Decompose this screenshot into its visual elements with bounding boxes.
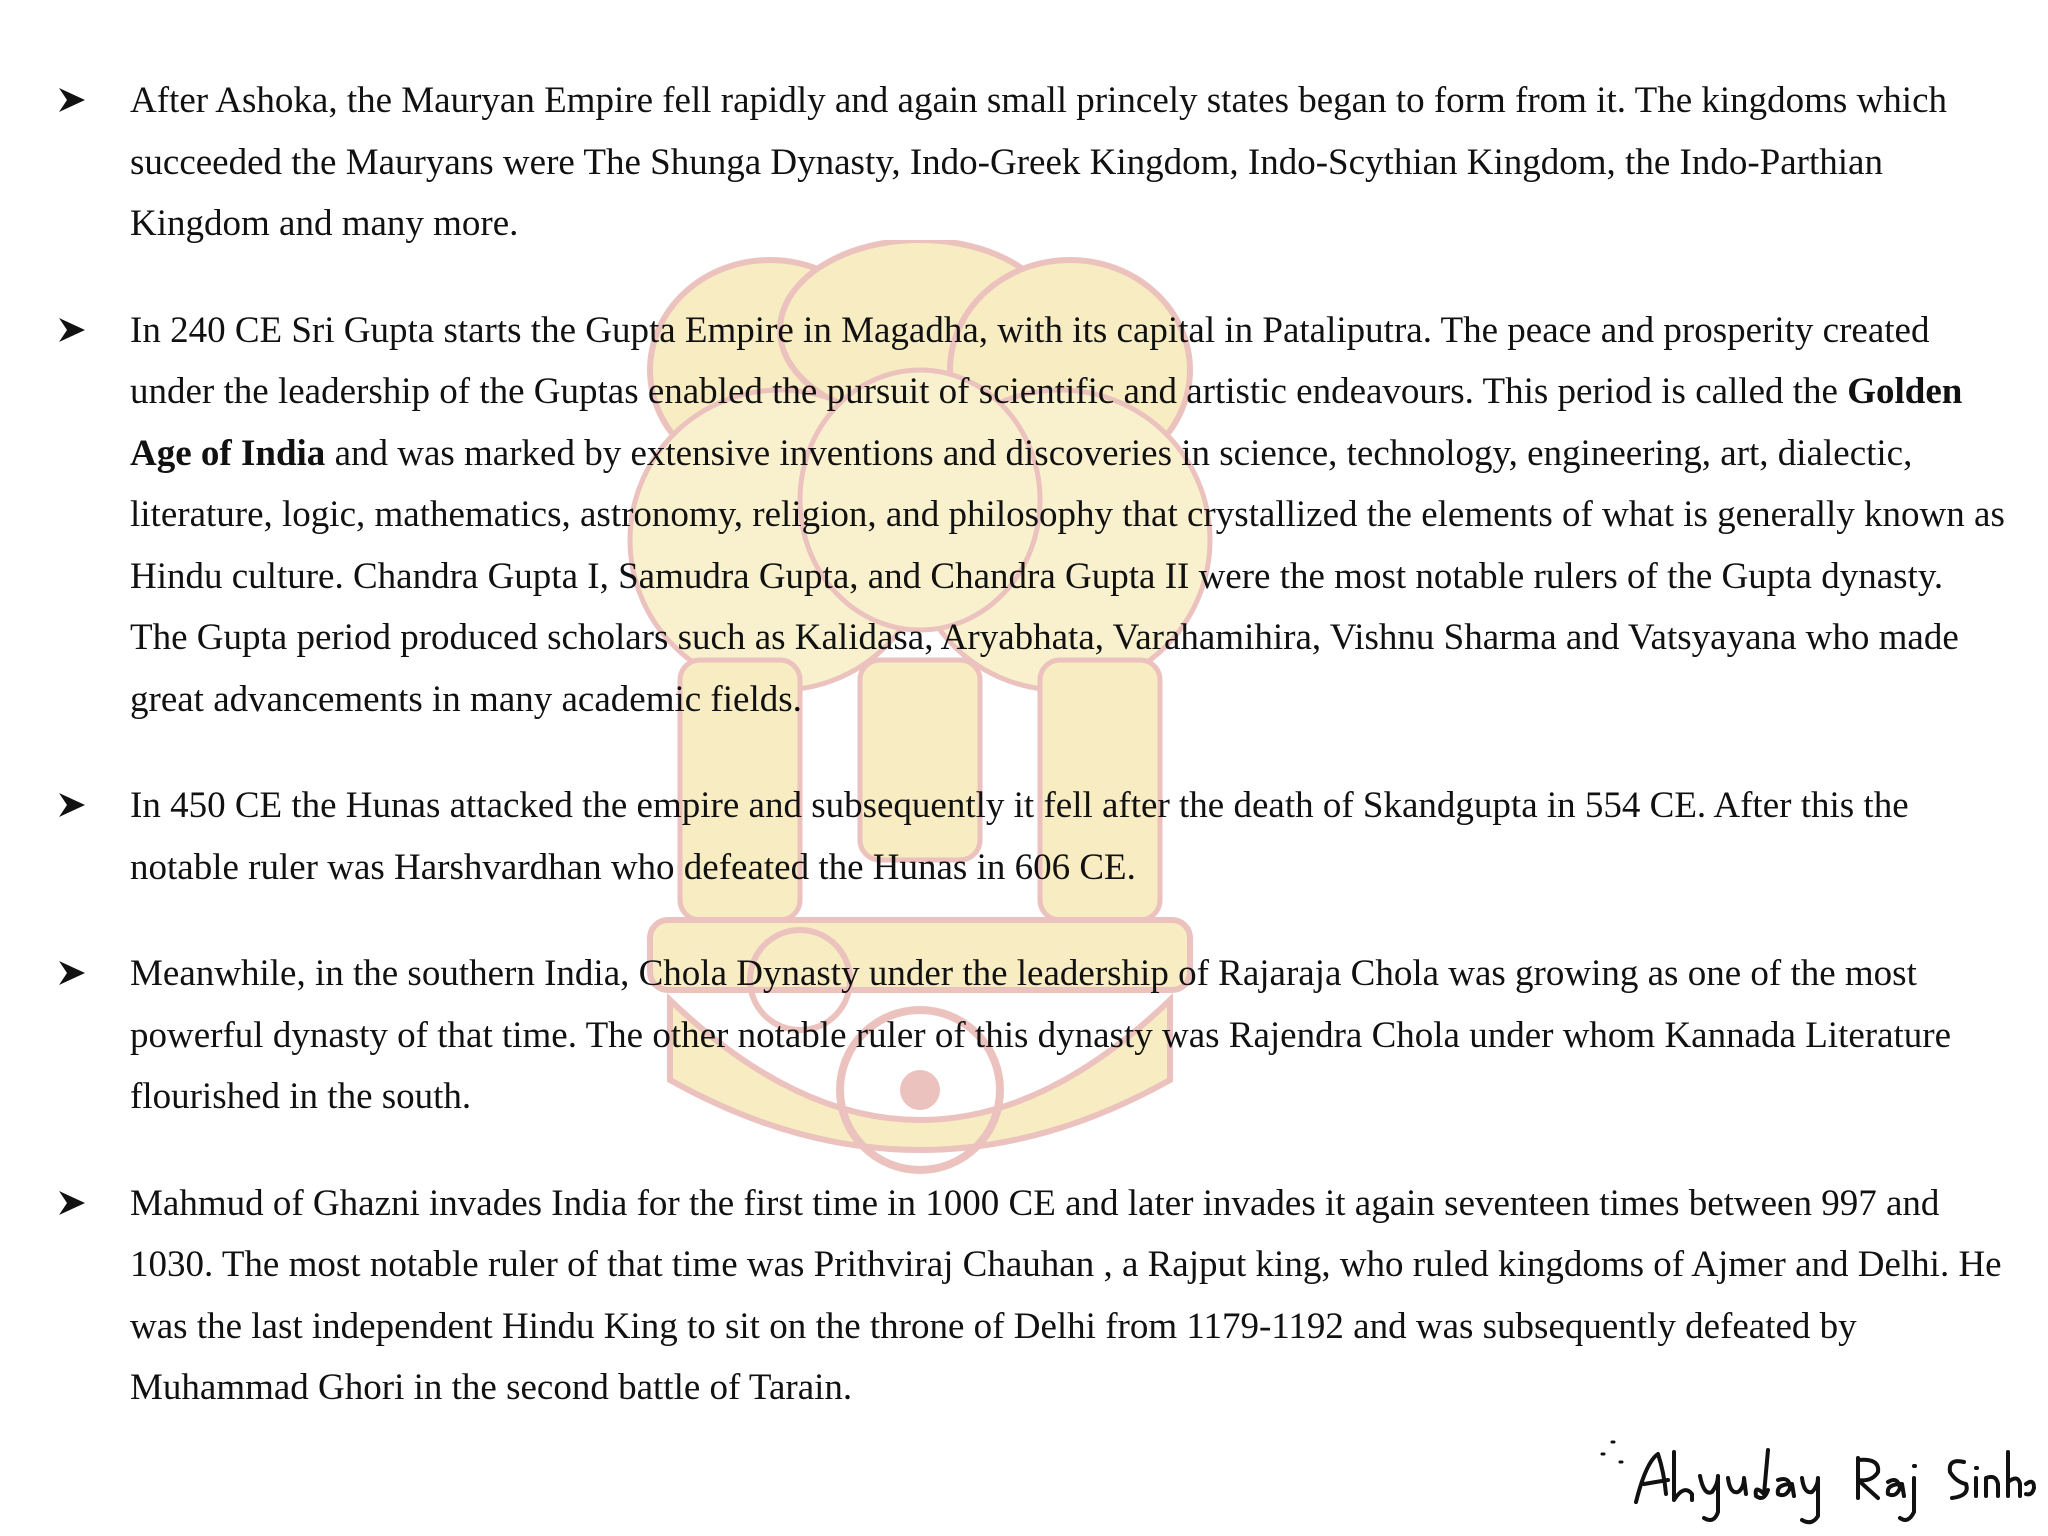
golden-age-bold: Golden Age of India <box>130 371 1963 474</box>
handwritten-signature <box>1596 1432 2036 1530</box>
bullet-text: In 450 CE the Hunas attacked the empire and subsequently it fell after the death of Skandgupta in 554 CE. After this the notable ruler was Harshvardhan who defeated the Hunas in 606 CE. <box>130 785 1909 888</box>
arrow-bullet-icon <box>55 775 95 836</box>
bullet-text <box>130 300 2005 731</box>
bullet-text-before: In 240 CE Sri Gupta starts the Gupta Empire in Magadha, with its capital in Pataliputra. The peace and prosperity created under the leadership of the Guptas enabled the pursuit of scientific and artistic endeavours. This period is called the <box>130 309 1930 412</box>
bullet-item <box>55 1173 2005 1419</box>
bullet-item <box>55 300 2005 731</box>
arrow-bullet-icon <box>55 943 95 1004</box>
bullet-text: After Ashoka, the Mauryan Empire fell rapidly and again small princely states began to form from it. The kingdoms which succeeded the Mauryans were The Shunga Dynasty, Indo-Greek Kingdom, Indo-Scythian Kingdom, the Indo-Parthian Kingdom and many more. <box>130 80 1947 244</box>
bullet-item <box>55 943 2005 1128</box>
bullet-text: Meanwhile, in the southern India, Chola Dynasty under the leadership of Rajaraja Chola was growing as one of the most powerful dynasty of that time. The other notable ruler of this dynasty was Rajendra Chola under whom Kannada Literature flourished in the south. <box>130 953 1952 1117</box>
arrow-bullet-icon <box>55 1173 95 1234</box>
bullet-text-after: and was marked by extensive inventions and discoveries in science, technology, engineering, art, dialectic, literature, logic, mathematics, astronomy, religion, and philosophy that crystallized the elements of what is generally known as Hindu culture. Chandra Gupta I, Samudra Gupta, and Chandra Gupta II were the most notable rulers of the Gupta dynasty. The Gupta period produced scholars such as Kalidasa, Aryabhata, Varahamihira, Vishnu Sharma and Vatsyayana who made great advancements in many academic fields. <box>130 432 2005 720</box>
bullet-item <box>55 775 2005 898</box>
arrow-bullet-icon <box>55 70 95 131</box>
document-body <box>55 70 2005 1419</box>
arrow-bullet-icon <box>55 300 95 361</box>
bullet-item <box>55 70 2005 255</box>
bullet-text: Mahmud of Ghazni invades India for the first time in 1000 CE and later invades it again seventeen times between 997 and 1030. The most notable ruler of that time was Prithviraj Chauhan , a Rajput king, who ruled kingdoms of Ajmer and Delhi. He was the last independent Hindu King to sit on the throne of Delhi from 1179-1192 and was subsequently defeated by Muhammad Ghori in the second battle of Tarain. <box>130 1182 2002 1408</box>
